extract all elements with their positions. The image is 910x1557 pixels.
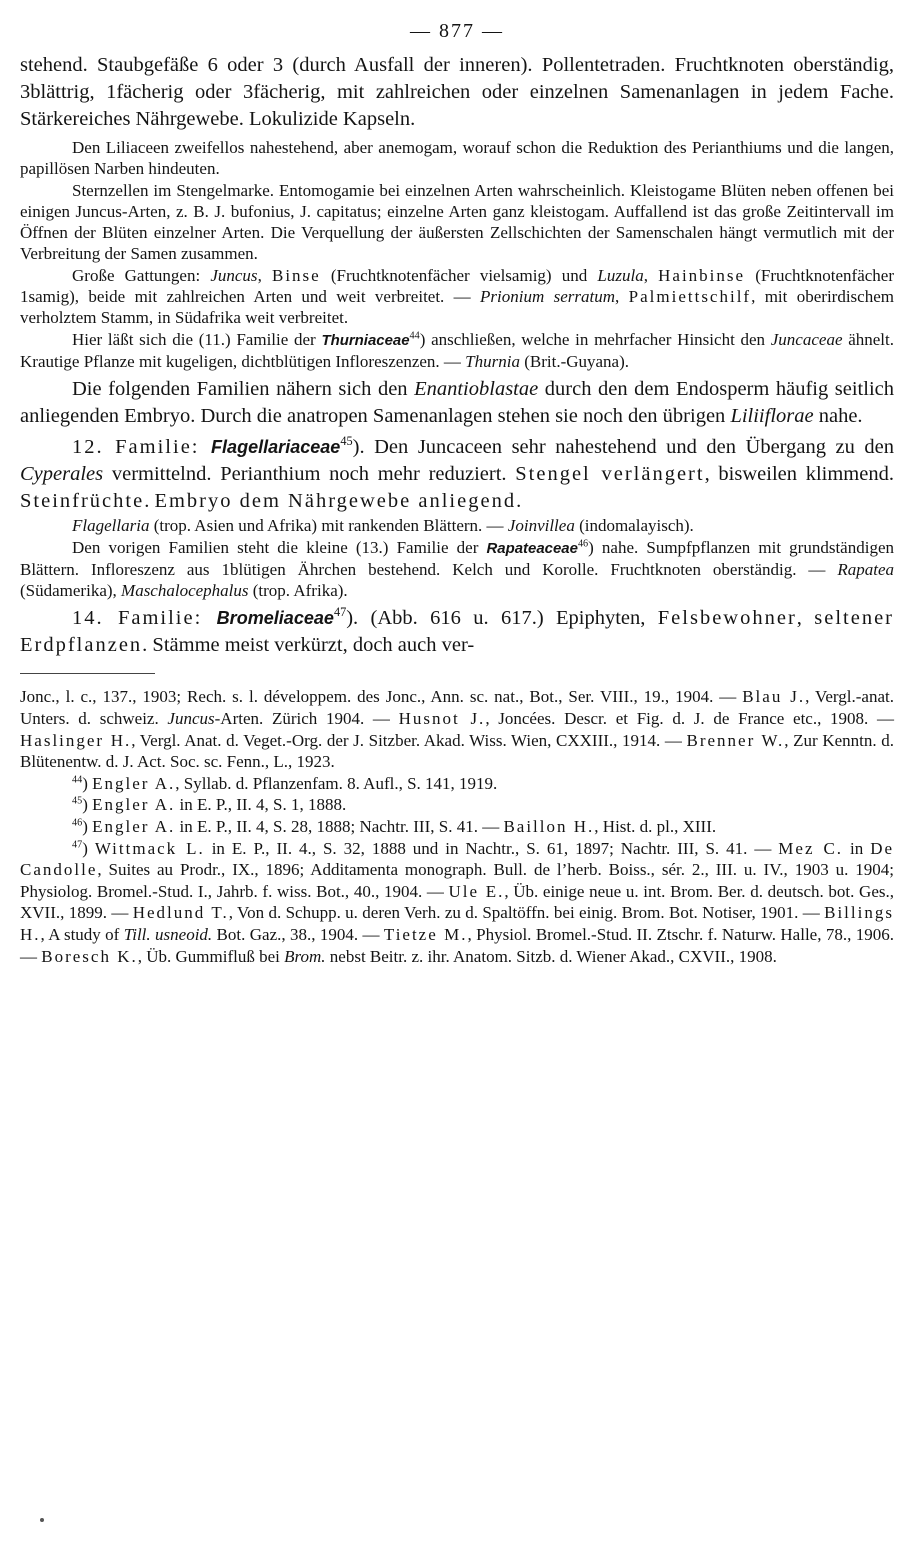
footnote-45: $^{45}$) Engler A. in E. P., II. 4, S. 1, 1888. <box>72 795 347 815</box>
note-paragraph-rapateaceae: Den vorigen Familien steht die kleine (13.) Familie der Rapateaceae$^{46}$) nahe. Sumpfpflanzen mit grundständigen Blättern. Infloreszenz aus 1blütigen Ährchen bestehend. Kelch und Korolle. Fruchtknoten oberständig. — Rapatea (Südamerika), Maschalocephalus (trop. Afrika). <box>20 537 894 601</box>
footnote-46: $^{46}$) Engler A. in E. P., II. 4, S. 28, 1888; Nachtr. III, S. 41. — Baillon H., Hist. d. pl., XIII. <box>72 817 717 837</box>
note-paragraph-thurniaceae: Hier läßt sich die (11.) Familie der Thurniaceae$^{44}$) anschließen, welche in mehrfacher Hinsicht den Juncaceae ähnelt. Krautige Pflanze mit kugeligen, dichtblütigen Infloreszenzen. — Thurnia (Brit.-Guyana). <box>20 329 894 371</box>
paragraph-enantioblastae: Die folgenden Familien nähern sich den Enantioblastae durch den dem Endosperm häufig seitlich anliegenden Embryo. Durch die anatropen Samenanlagen stehen sie noch den übrigen Liliiflorae nahe. <box>20 378 894 428</box>
footnote-divider <box>20 673 155 674</box>
footnote-continued: Jonc., l. c., 137., 1903; Rech. s. l. développem. des Jonc., Ann. sc. nat., Bot., Ser. VIII., 19., 1904. — Blau J., Vergl.-anat. Unters. d. schweiz. Juncus-Arten. Zürich 1904. — Husnot J., Joncées. Descr. et Fig. d. J. de France etc., 1908. — Haslinger H., Vergl. Anat. d. Veget.-Org. der J. Sitzber. Akad. Wiss. Wien, CXXIII., 1914. — Brenner W., Zur Kenntn. d. Blütenentw. d. J. Act. Soc. sc. Fenn., L., 1923. <box>20 687 894 772</box>
note-paragraph-sternzellen: Sternzellen im Stengelmarke. Entomogamie bei einzelnen Arten wahrscheinlich. Kleistogame Blüten neben offenen bei einigen Juncus-Arten, z. B. J. bufonius, J. capitatus; einzelne Arten ganz kleistogam. Auffallend ist das große Zeitintervall im Öffnen der Blüten einzelner Arten. Die Verquellung der äußersten Zellschichten der Samenschalen hängt vermutlich mit der Verbreitung der Samen zusammen. <box>20 180 894 264</box>
paragraph-bromeliaceae: 14. Familie: Bromeliaceae$^{47}$). (Abb. 616 u. 617.) Epiphyten, Felsbewohner, seltener Erdpflanzen. Stämme meist verkürzt, doch auch ver- <box>20 605 895 657</box>
intro-paragraph: stehend. Staubgefäße 6 oder 3 (durch Ausfall der inneren). Pollentetraden. Fruchtknoten oberständig, 3blättrig, 1fächerig oder 3fächerig, mit zahlreichen oder einzelnen Samenanlagen in jedem Fache. Stärkereiches Nährgewebe. Lokulizide Kapseln. <box>20 54 894 130</box>
page-number: — 877 — <box>410 20 504 42</box>
footnote-47: $^{47}$) Wittmack L. in E. P., II. 4., S. 32, 1888 und in Nachtr., S. 61, 1897; Nachtr. III, S. 41. — Mez C. in De Candolle, Suites au Prodr., IX., 1896; Additamenta monograph. Bull. de l’herb. Boiss., sér. 2., III. u. IV., 1903 u. 1904; Physiolog. Bromel.-Stud. I., Jahrb. f. wiss. Bot., 40., 1904. — Ule E., Üb. einige neue u. int. Brom. Ber. d. deutsch. bot. Ges., XVII., 1899. — Hedlund T., Von d. Schupp. u. deren Verh. zu d. Spaltöffn. bei einig. Brom. Bot. Notiser, 1901. — Billings H., A study of Till. usneoid. Bot. Gaz., 38., 1904. — Tietze M., Physiol. Bromel.-Stud. II. Ztschr. f. Naturw. Halle, 78., 1906. — Boresch K., Üb. Gummifluß bei Brom. nebst Beitr. z. ihr. Anatom. Sitzb. d. Wiener Akad., CXVII., 1908. <box>20 838 895 966</box>
note-paragraph-gattungen: Große Gattungen: Juncus, Binse (Fruchtknotenfächer vielsamig) und Luzula, Hainbinse (Fruchtknotenfächer 1samig), beide mit zahlreichen Arten und weit verbreitet. — Prionium serratum, Palmiettschilf, mit oberirdischem verholztem Stamm, in Südafrika weit verbreitet. <box>20 265 894 328</box>
family-name-rapateaceae: Rapateaceae <box>486 539 578 557</box>
note-paragraph-flagellaria: Flagellaria (trop. Asien und Afrika) mit rankenden Blättern. — Joinvillea (indomalayisch). <box>72 516 694 536</box>
page <box>20 20 894 967</box>
family-name-thurniaceae: Thurniaceae <box>321 331 410 349</box>
family-name-bromeliaceae: Bromeliaceae <box>216 608 334 629</box>
family-name-flagellariaceae: Flagellariaceae <box>211 437 341 458</box>
footnote-44: $^{44}$) Engler A., Syllab. d. Pflanzenfam. 8. Aufl., S. 141, 1919. <box>72 773 498 793</box>
note-paragraph-liliaceen: Den Liliaceen zweifellos nahestehend, aber anemogam, worauf schon die Reduktion des Perianthiums und die langen, papillösen Narben hindeuten. <box>20 138 894 179</box>
print-speck <box>40 1518 44 1522</box>
paragraph-flagellariaceae: 12. Familie: Flagellariaceae$^{45}$). Den Juncaceen sehr nahestehend und den Übergang zu den Cyperales vermittelnd. Perianthium noch mehr reduziert. Stengel verlängert, bisweilen klimmend. Steinfrüchte. Embryo dem Nährgewebe anliegend. <box>20 434 895 513</box>
